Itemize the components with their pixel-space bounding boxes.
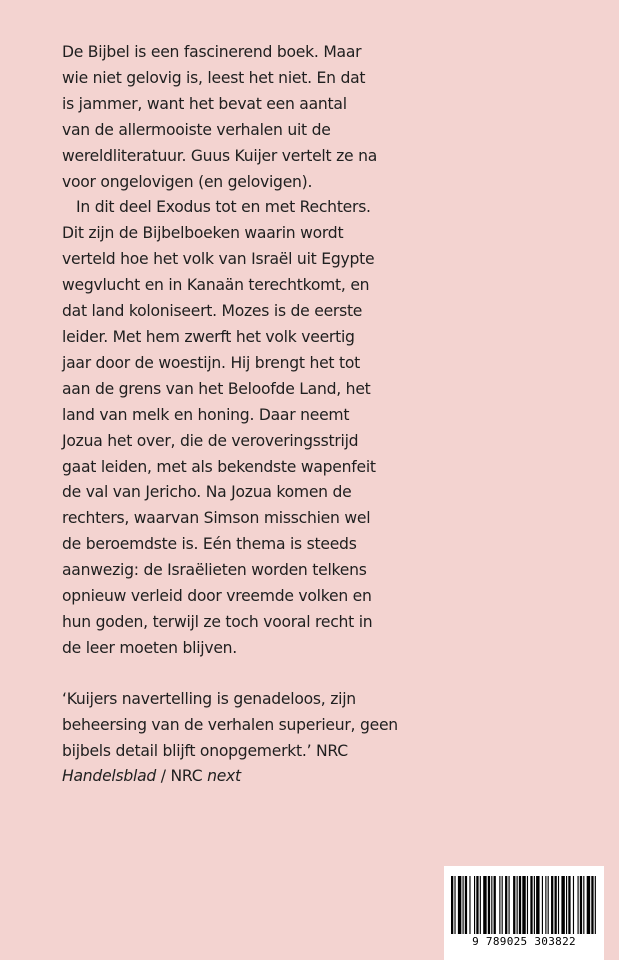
text-line: leider. Met hem zwerft het volk veertig — [62, 327, 355, 346]
barcode-bar — [513, 876, 515, 934]
text-line: wie niet gelovig is, leest het niet. En dat — [62, 68, 366, 87]
barcode-bar — [551, 876, 553, 934]
text-line: de beroemdste is. Eén thema is steeds — [62, 535, 357, 554]
text-line: de val van Jericho. Na Jozua komen de — [62, 483, 352, 502]
text-line: wegvlucht en in Kanaän terechtkomt, en — [62, 276, 370, 295]
barcode-bar — [573, 876, 574, 934]
review-quote — [62, 687, 402, 791]
barcode-bar — [519, 876, 521, 934]
barcode-bar — [488, 876, 490, 934]
quote-line: beheersing van de verhalen superieur, geen — [62, 715, 398, 734]
barcode-bar — [483, 876, 486, 934]
barcode-bar — [476, 876, 478, 934]
barcode — [444, 866, 604, 960]
barcode-bars — [451, 876, 597, 934]
barcode-bar — [491, 876, 492, 934]
barcode-bar — [463, 876, 464, 934]
text-line: verteld hoe het volk van Israël uit Egypte — [62, 250, 375, 269]
barcode-bar — [522, 876, 525, 934]
source-italic: next — [207, 767, 241, 786]
text-line: land van melk en honing. Daar neemt — [62, 405, 350, 424]
text-line: In dit deel Exodus tot en met Rechters. — [76, 198, 371, 217]
text-line: hun goden, terwijl ze toch vooral recht in — [62, 612, 373, 631]
barcode-bar — [502, 876, 503, 934]
source-separator: / NRC — [156, 767, 208, 786]
text-line: rechters, waarvan Simson misschien wel — [62, 509, 371, 528]
text-line: aan de grens van het Beloofde Land, het — [62, 379, 371, 398]
text-line: jaar door de woestijn. Hij brengt het tot — [62, 353, 361, 372]
text-line: is jammer, want het bevat een aantal — [62, 94, 347, 113]
source-italic: Handelsblad — [62, 767, 157, 786]
barcode-bar — [595, 876, 596, 934]
text-line: opnieuw verleid door vreemde volken en — [62, 587, 372, 606]
barcode-bar — [591, 876, 593, 934]
blurb-paragraph-1 — [62, 40, 402, 195]
text-line: de leer moeten blijven. — [62, 638, 238, 657]
text-line: dat land koloniseert. Mozes is de eerste — [62, 302, 363, 321]
barcode-bar — [568, 876, 570, 934]
text-line: gaat leiden, met als bekendste wapenfeit — [62, 457, 376, 476]
text-line: voor ongelovigen (en gelovigen). — [62, 172, 313, 191]
barcode-bar — [517, 876, 518, 934]
text-line: Jozua het over, die de veroveringsstrijd — [62, 431, 359, 450]
barcode-bar — [530, 876, 532, 934]
barcode-bar — [451, 876, 453, 934]
barcode-bar — [509, 876, 510, 934]
quote-source — [62, 764, 402, 790]
barcode-bar — [505, 876, 507, 934]
text-line: van de allermooiste verhalen uit de — [62, 120, 331, 139]
barcode-bar — [499, 876, 500, 934]
text-line: De Bijbel is een fascinerend boek. Maar — [62, 43, 362, 61]
barcode-bar — [474, 876, 475, 934]
barcode-bar — [534, 876, 535, 934]
quote-line: bijbels detail blijft onopgemerkt.’ NRC — [62, 741, 348, 760]
barcode-bar — [587, 876, 590, 934]
barcode-bar — [583, 876, 584, 934]
barcode-bar — [542, 876, 543, 934]
barcode-bar — [566, 876, 567, 934]
quote-line: ‘Kuijers navertelling is genadeloos, zijn — [62, 689, 356, 708]
barcode-bar — [548, 876, 549, 934]
barcode-bar — [555, 876, 557, 934]
barcode-bar — [545, 876, 546, 934]
barcode-bar — [458, 876, 461, 934]
barcode-bar — [561, 876, 564, 934]
blurb-paragraph-2 — [62, 195, 402, 661]
barcode-bar — [527, 876, 528, 934]
barcode-bar — [480, 876, 481, 934]
barcode-bar — [578, 876, 579, 934]
text-line: Dit zijn de Bijbelboeken waarin wordt — [62, 224, 344, 243]
barcode-bar — [536, 876, 539, 934]
barcode-bar — [465, 876, 467, 934]
text-line: aanwezig: de Israëlieten worden telkens — [62, 561, 367, 580]
text-line: wereldliteratuur. Guus Kuijer vertelt ze na — [62, 146, 378, 165]
isbn-number: 9 789025 303822 — [472, 935, 576, 948]
barcode-bar — [558, 876, 559, 934]
barcode-bar — [580, 876, 582, 934]
barcode-bar — [454, 876, 455, 934]
back-cover-text — [62, 40, 402, 790]
barcode-bar — [469, 876, 470, 934]
barcode-bar — [494, 876, 496, 934]
